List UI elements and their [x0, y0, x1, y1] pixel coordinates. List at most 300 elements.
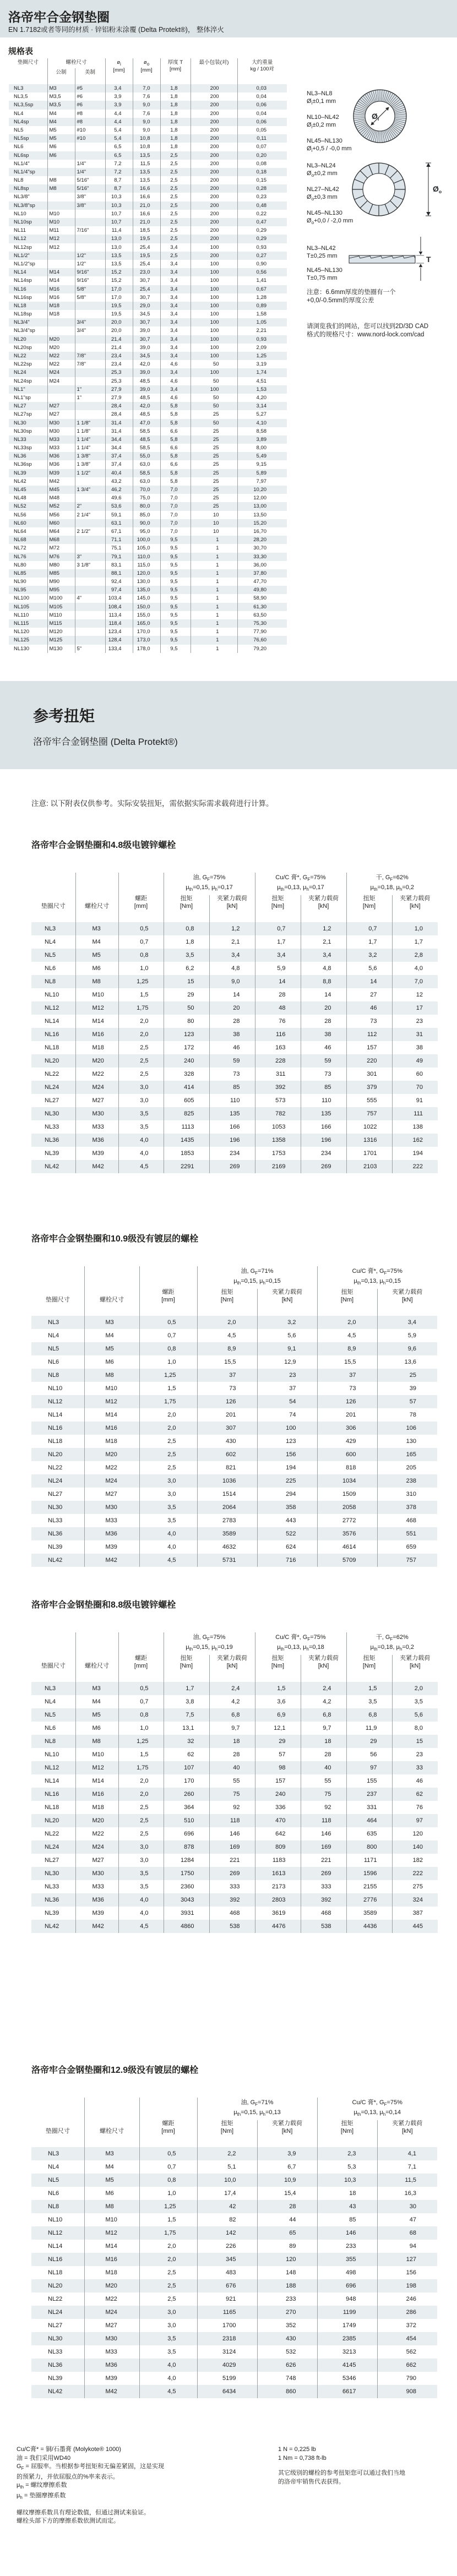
torque-cell: 155 — [346, 1774, 392, 1788]
spec-cell: M80 — [47, 561, 75, 569]
torque-row — [31, 1514, 437, 1527]
torque-cell: 3,5 — [139, 2345, 197, 2359]
spec-cell: 1,58 — [237, 310, 287, 318]
torque-cell: 1113 — [164, 1120, 209, 1134]
torque-row — [31, 1540, 437, 1554]
spec-cell: 100 — [191, 302, 237, 310]
torque-cell: NL39 — [48, 1544, 63, 1551]
spec-cell — [75, 519, 105, 527]
torque-row — [31, 2385, 437, 2398]
spec-cell: NL3/4" — [14, 319, 30, 326]
torque-cell: M14 — [75, 1015, 118, 1028]
spec-cell: 21,4 — [105, 335, 133, 344]
spec-cell: 34,5 — [133, 310, 160, 318]
spec-cell: 7,0 — [160, 494, 191, 502]
torque-cell: 3,5 — [392, 1695, 438, 1708]
spec-cell: 1,74 — [237, 368, 287, 377]
spec-cell: 25 — [191, 460, 237, 469]
torque-cell: 9,1 — [257, 1342, 317, 1355]
torque-cell: NL12 — [45, 1764, 59, 1772]
column-header: 螺距 [mm] — [139, 1289, 197, 1316]
spec-cell — [75, 243, 105, 252]
spec-cell: 3,4 — [160, 326, 191, 335]
footnote-line: 的预紧力，并依屈服点的%率来表示。 — [17, 2473, 119, 2480]
torque-row — [31, 1722, 438, 1735]
torque-table-heading-10-9: 洛帝牢合金钢垫圈和10.9级没有镀层的螺栓 — [31, 1234, 199, 1244]
torque-cell: 3,5 — [139, 1514, 197, 1527]
spec-cell: M24 — [47, 368, 75, 377]
torque-cell: 28 — [255, 988, 301, 1001]
torque-cell: 1,25 — [118, 1735, 164, 1748]
spec-cell: 17,0 — [105, 293, 133, 302]
spec-cell: 25 — [191, 477, 237, 486]
spec-cell: 8,00 — [237, 444, 287, 452]
spec-cell: 58,5 — [133, 427, 160, 435]
torque-cell: 201 — [197, 1408, 257, 1422]
footnote-line: 其它级别的螺栓的参考扭矩您可以通过我们当地 — [278, 2470, 405, 2476]
spec-cell: 9/16" — [75, 276, 105, 285]
spec-cell: 37,4 — [105, 460, 133, 469]
spec-cell: 15,20 — [237, 519, 287, 527]
torque-cell: 6,8 — [346, 1708, 392, 1722]
torque-cell: 28 — [257, 2200, 317, 2213]
spec-cell: 3,4 — [105, 84, 133, 92]
spec-cell: 100 — [191, 310, 237, 318]
spec-cell: NL115 — [14, 620, 29, 627]
spec-cell: NL5sp — [14, 135, 29, 142]
spec-cell — [75, 628, 105, 636]
spec-cell: 1 — [191, 553, 237, 561]
torque-cell: 2,0 — [139, 1408, 197, 1422]
spec-cell: 110,0 — [133, 553, 160, 561]
spec-cell: 13,5 — [105, 260, 133, 268]
spec-cell: 0,28 — [237, 184, 287, 193]
spec-cell: 2,21 — [237, 326, 287, 335]
torque-cell: 1034 — [317, 1474, 377, 1488]
torque-cell: 85 — [317, 2213, 377, 2226]
spec-cell: NL4sp — [14, 118, 29, 125]
torque-cell: 372 — [377, 2319, 437, 2332]
footnotes-left — [17, 2446, 259, 2526]
torque-cell: 2,5 — [118, 1827, 164, 1840]
spec-cell: 17,0 — [105, 285, 133, 293]
column-header: 垫圈尺寸 — [45, 2127, 70, 2134]
torque-cell: 4,8 — [209, 962, 255, 975]
spec-cell — [47, 252, 75, 260]
spec-row — [9, 519, 287, 527]
spec-cell: 61,30 — [237, 603, 287, 611]
spec-row — [9, 134, 287, 143]
torque-cell: 0,8 — [139, 2174, 197, 2187]
spec-cell: 0,29 — [237, 235, 287, 243]
spec-cell: 10,20 — [237, 486, 287, 494]
lubrication-group-header: 油, $G_F=75\%$ $\mu_{th}=0,15$, $\mu_h=0,19$ — [164, 1632, 255, 1655]
torque-cell: 662 — [377, 2359, 437, 2372]
spec-cell: #10 — [75, 134, 105, 143]
spec-cell: 9,5 — [160, 628, 191, 636]
spec-cell: 9,5 — [160, 594, 191, 602]
spec-cell: 9,5 — [160, 569, 191, 578]
spec-cell: 23,0 — [133, 268, 160, 276]
spec-cell: M85 — [47, 569, 75, 578]
spec-cell: 9,5 — [160, 645, 191, 653]
torque-cell: NL20 — [45, 1058, 59, 1065]
spec-cell: M39 — [47, 469, 75, 477]
torque-cell: NL6 — [45, 1725, 56, 1732]
spec-cell: 2" — [75, 502, 105, 510]
spec-row — [9, 410, 287, 418]
torque-cell: 1700 — [197, 2319, 257, 2332]
spec-cell: 2,5 — [160, 168, 191, 176]
header-spacer — [31, 1266, 84, 1289]
spec-cell: 0,27 — [237, 252, 287, 260]
torque-row — [31, 1435, 437, 1448]
torque-section-panel — [0, 681, 457, 769]
torque-cell: 443 — [257, 1514, 317, 1527]
torque-cell: NL20 — [48, 1451, 63, 1458]
torque-table-heading-4-8: 洛帝牢合金钢垫圈和4.8级电镀锌螺栓 — [31, 841, 176, 850]
spec-cell: 7/16" — [75, 226, 105, 235]
spec-row — [9, 511, 287, 519]
torque-cell: 331 — [346, 1801, 392, 1814]
torque-cell: 468 — [377, 1514, 437, 1527]
spec-cell: 5,89 — [237, 469, 287, 477]
spec-cell: 13,5 — [133, 168, 160, 176]
spec-cell: NL1/2"sp — [14, 260, 35, 267]
torque-cell: 676 — [197, 2279, 257, 2292]
spec-cell: #6 — [75, 92, 105, 101]
torque-cell: M3 — [75, 1682, 118, 1695]
spec-cell: NL10sp — [14, 219, 32, 225]
spec-cell: 200 — [191, 92, 237, 101]
spec-row — [9, 268, 287, 276]
spec-row — [9, 394, 287, 402]
spec-table — [9, 58, 287, 653]
torque-cell: M6 — [75, 1722, 118, 1735]
torque-cell: NL16 — [45, 1791, 59, 1798]
torque-cell: 0,5 — [118, 1682, 164, 1695]
spec-cell: NL33 — [14, 436, 26, 443]
svg-text:Øo: $Ø_o$ — [433, 184, 442, 194]
column-header: 夹紧力载荷 [kN] — [301, 895, 346, 922]
column-header-metric: 公制 — [47, 68, 75, 85]
torque-cell: 7,5 — [164, 1708, 209, 1722]
spec-row — [9, 594, 287, 602]
spec-cell: 88,1 — [105, 569, 133, 578]
spec-cell: 2,5 — [160, 151, 191, 160]
torque-cell: 1,75 — [118, 1001, 164, 1015]
spec-cell: M8 — [47, 176, 75, 184]
torque-cell: 3,5 — [139, 2332, 197, 2345]
torque-cell: NL27 — [45, 1097, 59, 1104]
torque-cell: 716 — [257, 1554, 317, 1567]
torque-cell: 4,5 — [118, 1160, 164, 1173]
spec-cell: M27 — [47, 410, 75, 418]
spec-cell: 1,8 — [160, 101, 191, 109]
spec-cell: 10,8 — [133, 143, 160, 151]
torque-cell: NL30 — [45, 1870, 59, 1877]
torque-cell: 5,6 — [257, 1329, 317, 1342]
torque-cell: 538 — [301, 1920, 346, 1933]
torque-cell: NL8 — [48, 1372, 59, 1379]
torque-cell: M30 — [84, 1501, 139, 1514]
spec-cell: 6,5 — [105, 143, 133, 151]
torque-cell: NL4 — [45, 1698, 56, 1706]
torque-cell: M12 — [84, 1395, 139, 1408]
torque-cell: 324 — [392, 1893, 438, 1907]
spec-cell: 63,0 — [133, 460, 160, 469]
header-spacer — [84, 2098, 139, 2120]
torque-cell: M10 — [84, 2213, 139, 2226]
torque-cell: 2385 — [317, 2332, 377, 2345]
torque-cell: 55 — [209, 1774, 255, 1788]
spec-row — [9, 184, 287, 193]
spec-cell: 1,8 — [160, 110, 191, 118]
header-spacer — [118, 873, 164, 895]
torque-row — [31, 1682, 438, 1695]
torque-cell: M39 — [84, 1540, 139, 1554]
torque-cell: 70 — [392, 1081, 438, 1094]
torque-cell: M42 — [75, 1160, 118, 1173]
torque-cell: 364 — [164, 1801, 209, 1814]
torque-cell: 62 — [392, 1788, 438, 1801]
spec-cell: 4,51 — [237, 377, 287, 385]
spec-cell: M48 — [47, 494, 75, 502]
spec-cell: 27,9 — [105, 385, 133, 394]
spec-cell: NL39 — [14, 470, 26, 476]
torque-table — [31, 2098, 437, 2398]
torque-cell: M4 — [84, 2160, 139, 2174]
spec-cell: 2,5 — [160, 193, 191, 201]
torque-cell: M30 — [75, 1107, 118, 1120]
torque-cell: NL18 — [48, 1438, 63, 1445]
spec-cell — [75, 619, 105, 628]
torque-row — [31, 1120, 438, 1134]
torque-cell: 392 — [255, 1081, 301, 1094]
spec-cell: NL33sp — [14, 445, 32, 451]
torque-cell: 46 — [392, 1774, 438, 1788]
torque-cell: 2169 — [255, 1160, 301, 1173]
spec-cell: 0,06 — [237, 118, 287, 126]
spec-cell: 178,0 — [133, 645, 160, 653]
torque-cell: 8,8 — [301, 975, 346, 988]
torque-cell: 46 — [209, 1041, 255, 1054]
column-header: 夹紧力载荷 [kN] — [209, 1655, 255, 1682]
torque-cell: 1701 — [346, 1147, 392, 1160]
spec-cell: 4,4 — [105, 118, 133, 126]
spec-cell: NL85 — [14, 570, 26, 576]
spec-cell — [75, 410, 105, 418]
torque-cell: M33 — [75, 1120, 118, 1134]
torque-cell: 196 — [209, 1134, 255, 1147]
torque-cell: 1596 — [346, 1867, 392, 1880]
torque-cell: NL16 — [48, 2256, 63, 2263]
spec-cell — [75, 569, 105, 578]
torque-cell: 97 — [346, 1761, 392, 1774]
torque-cell: 4476 — [255, 1920, 301, 1933]
torque-cell: M33 — [75, 1880, 118, 1893]
spec-cell: M45 — [47, 486, 75, 494]
torque-cell: 94 — [377, 2240, 437, 2253]
torque-cell: 107 — [164, 1761, 209, 1774]
torque-cell: 2783 — [197, 1514, 257, 1527]
spec-cell: NL3/4"sp — [14, 328, 35, 334]
torque-cell: 38 — [392, 1041, 438, 1054]
spec-cell: 63,0 — [133, 477, 160, 486]
column-header-us: 美制 — [75, 68, 105, 85]
spec-cell: M12 — [47, 243, 75, 252]
spec-cell: 46,2 — [105, 486, 133, 494]
spec-cell: 4,4 — [105, 110, 133, 118]
torque-cell: 13,1 — [164, 1722, 209, 1735]
spec-cell: NL24sp — [14, 378, 32, 384]
spec-cell: 19,5 — [133, 235, 160, 243]
torque-cell: 2,0 — [118, 1774, 164, 1788]
torque-table-heading-12-9: 洛帝牢合金钢垫圈和12.9级没有镀层的螺栓 — [31, 2066, 199, 2075]
spec-cell: 77,90 — [237, 628, 287, 636]
column-header-thickness: 厚度 T [mm] — [160, 58, 191, 84]
torque-cell: M24 — [75, 1840, 118, 1854]
spec-cell: 115,0 — [133, 561, 160, 569]
spec-cell: 9,5 — [160, 544, 191, 552]
spec-row — [9, 469, 287, 477]
torque-cell: 4,5 — [197, 1329, 257, 1342]
torque-cell: 221 — [209, 1854, 255, 1867]
torque-cell: NL39 — [45, 1910, 59, 1917]
torque-cell: 1,5 — [118, 988, 164, 1001]
spec-row — [9, 218, 287, 226]
torque-row — [31, 1041, 438, 1054]
spec-cell: 25 — [191, 410, 237, 418]
torque-cell: 146 — [209, 1827, 255, 1840]
torque-cell: 37 — [317, 1369, 377, 1382]
torque-cell: NL16 — [48, 1425, 63, 1432]
spec-cell — [75, 636, 105, 644]
torque-cell: 111 — [392, 1107, 438, 1120]
spec-cell: 83,1 — [105, 561, 133, 569]
page-subtitle: EN 1.7182或者等同的材质 · 锌铝粉末涂覆 (Delta Protekt®)， 整体淬火 — [8, 26, 224, 34]
spec-cell: M5 — [47, 134, 75, 143]
spec-cell: 1/2" — [75, 260, 105, 268]
torque-cell: 15 — [392, 1735, 438, 1748]
spec-cell: 6,6 — [160, 427, 191, 435]
torque-cell: 3,4 — [377, 1316, 437, 1329]
torque-section-8-8 — [31, 1598, 439, 1933]
header-spacer — [31, 1632, 75, 1655]
torque-cell: 333 — [209, 1880, 255, 1893]
spec-cell: 5/16" — [75, 176, 105, 184]
tolerance-item: NL10–NL42 $Ø_i\pm 0,2$ mm — [307, 114, 339, 129]
torque-cell: 1,5 — [346, 1682, 392, 1695]
torque-cell: 73 — [317, 1382, 377, 1395]
torque-cell: 11,9 — [346, 1722, 392, 1735]
footnote-line: $\mu_{th}$ = 螺纹摩擦系数 — [17, 2482, 67, 2490]
spec-cell: 80,0 — [133, 502, 160, 510]
tolerance-item: NL45–NL130 T±0,75 mm — [307, 267, 342, 281]
spec-row — [9, 226, 287, 235]
torque-row — [31, 962, 438, 975]
column-header: 夹紧力载荷 [kN] — [301, 1655, 346, 1682]
spec-cell: 200 — [191, 218, 237, 226]
torque-cell: M5 — [75, 949, 118, 962]
tolerance-item: NL3–NL24 $Ø_o\pm 0,2$ mm — [307, 162, 338, 178]
spec-cell: 30,70 — [237, 544, 287, 552]
torque-cell: 454 — [377, 2332, 437, 2345]
torque-cell: 5,9 — [255, 962, 301, 975]
torque-row — [31, 1160, 438, 1173]
torque-cell: 2,0 — [118, 1028, 164, 1041]
torque-row — [31, 1814, 438, 1827]
spec-cell: 25 — [191, 427, 237, 435]
column-header: 扭矩 [Nm] — [197, 2120, 257, 2147]
torque-cell: NL33 — [48, 2349, 63, 2356]
torque-cell: 602 — [197, 1448, 257, 1461]
spec-cell: M105 — [47, 603, 75, 611]
spec-row — [9, 419, 287, 427]
torque-cell: NL36 — [45, 1897, 59, 1904]
spec-cell: 1/4" — [75, 168, 105, 176]
spec-cell: 48,5 — [133, 435, 160, 444]
lubrication-group-header: Cu/C 膏*, $G_F=75\%$ $\mu_{th}=0,13$, $\mu_h=0,14$ — [317, 2098, 437, 2120]
spec-cell: 13,00 — [237, 502, 287, 510]
torque-row — [31, 2306, 437, 2319]
torque-cell: 0,7 — [118, 935, 164, 949]
spec-cell: 0,04 — [237, 92, 287, 101]
column-header: 扭矩 [Nm] — [317, 2120, 377, 2147]
torque-cell: NL22 — [45, 1071, 59, 1078]
torque-cell: 142 — [197, 2226, 257, 2240]
torque-row — [31, 1068, 438, 1081]
torque-cell: M4 — [84, 1329, 139, 1342]
spec-cell: 3,4 — [160, 302, 191, 310]
spec-row — [9, 260, 287, 268]
torque-cell: 116 — [255, 1028, 301, 1041]
torque-cell: NL12 — [48, 1398, 63, 1406]
spec-cell: 30,7 — [133, 293, 160, 302]
torque-cell: 358 — [257, 1501, 317, 1514]
column-header: 夹紧力载荷 [kN] — [209, 895, 255, 922]
torque-cell: M8 — [75, 1735, 118, 1748]
torque-cell: NL3 — [45, 1685, 56, 1692]
torque-cell: 3589 — [197, 1527, 257, 1540]
spec-cell: 100 — [191, 276, 237, 285]
spec-row — [9, 101, 287, 109]
spec-cell: M90 — [47, 578, 75, 586]
torque-cell: M39 — [75, 1147, 118, 1160]
spec-cell: 67,1 — [105, 527, 133, 536]
column-header: 螺栓尺寸 — [75, 895, 118, 922]
spec-cell: 10 — [191, 519, 237, 527]
spec-cell: 0,48 — [237, 201, 287, 210]
torque-cell: 0,8 — [118, 1708, 164, 1722]
torque-cell: 4,8 — [301, 962, 346, 975]
torque-cell: M16 — [75, 1788, 118, 1801]
torque-row — [31, 1774, 438, 1788]
torque-cell: NL36 — [48, 1531, 63, 1538]
torque-cell: 59 — [209, 1054, 255, 1068]
torque-cell: 538 — [209, 1920, 255, 1933]
torque-cell: 908 — [377, 2385, 437, 2398]
spec-cell — [47, 260, 75, 268]
cam-washer-diagram — [350, 160, 447, 222]
spec-cell: M56 — [47, 511, 75, 519]
torque-cell: NL8 — [48, 2203, 59, 2210]
torque-row — [31, 2319, 437, 2332]
spec-cell: NL130 — [14, 645, 29, 652]
torque-cell: 0,5 — [139, 1316, 197, 1329]
spec-cell: 58,5 — [133, 444, 160, 452]
torque-row — [31, 1880, 438, 1893]
